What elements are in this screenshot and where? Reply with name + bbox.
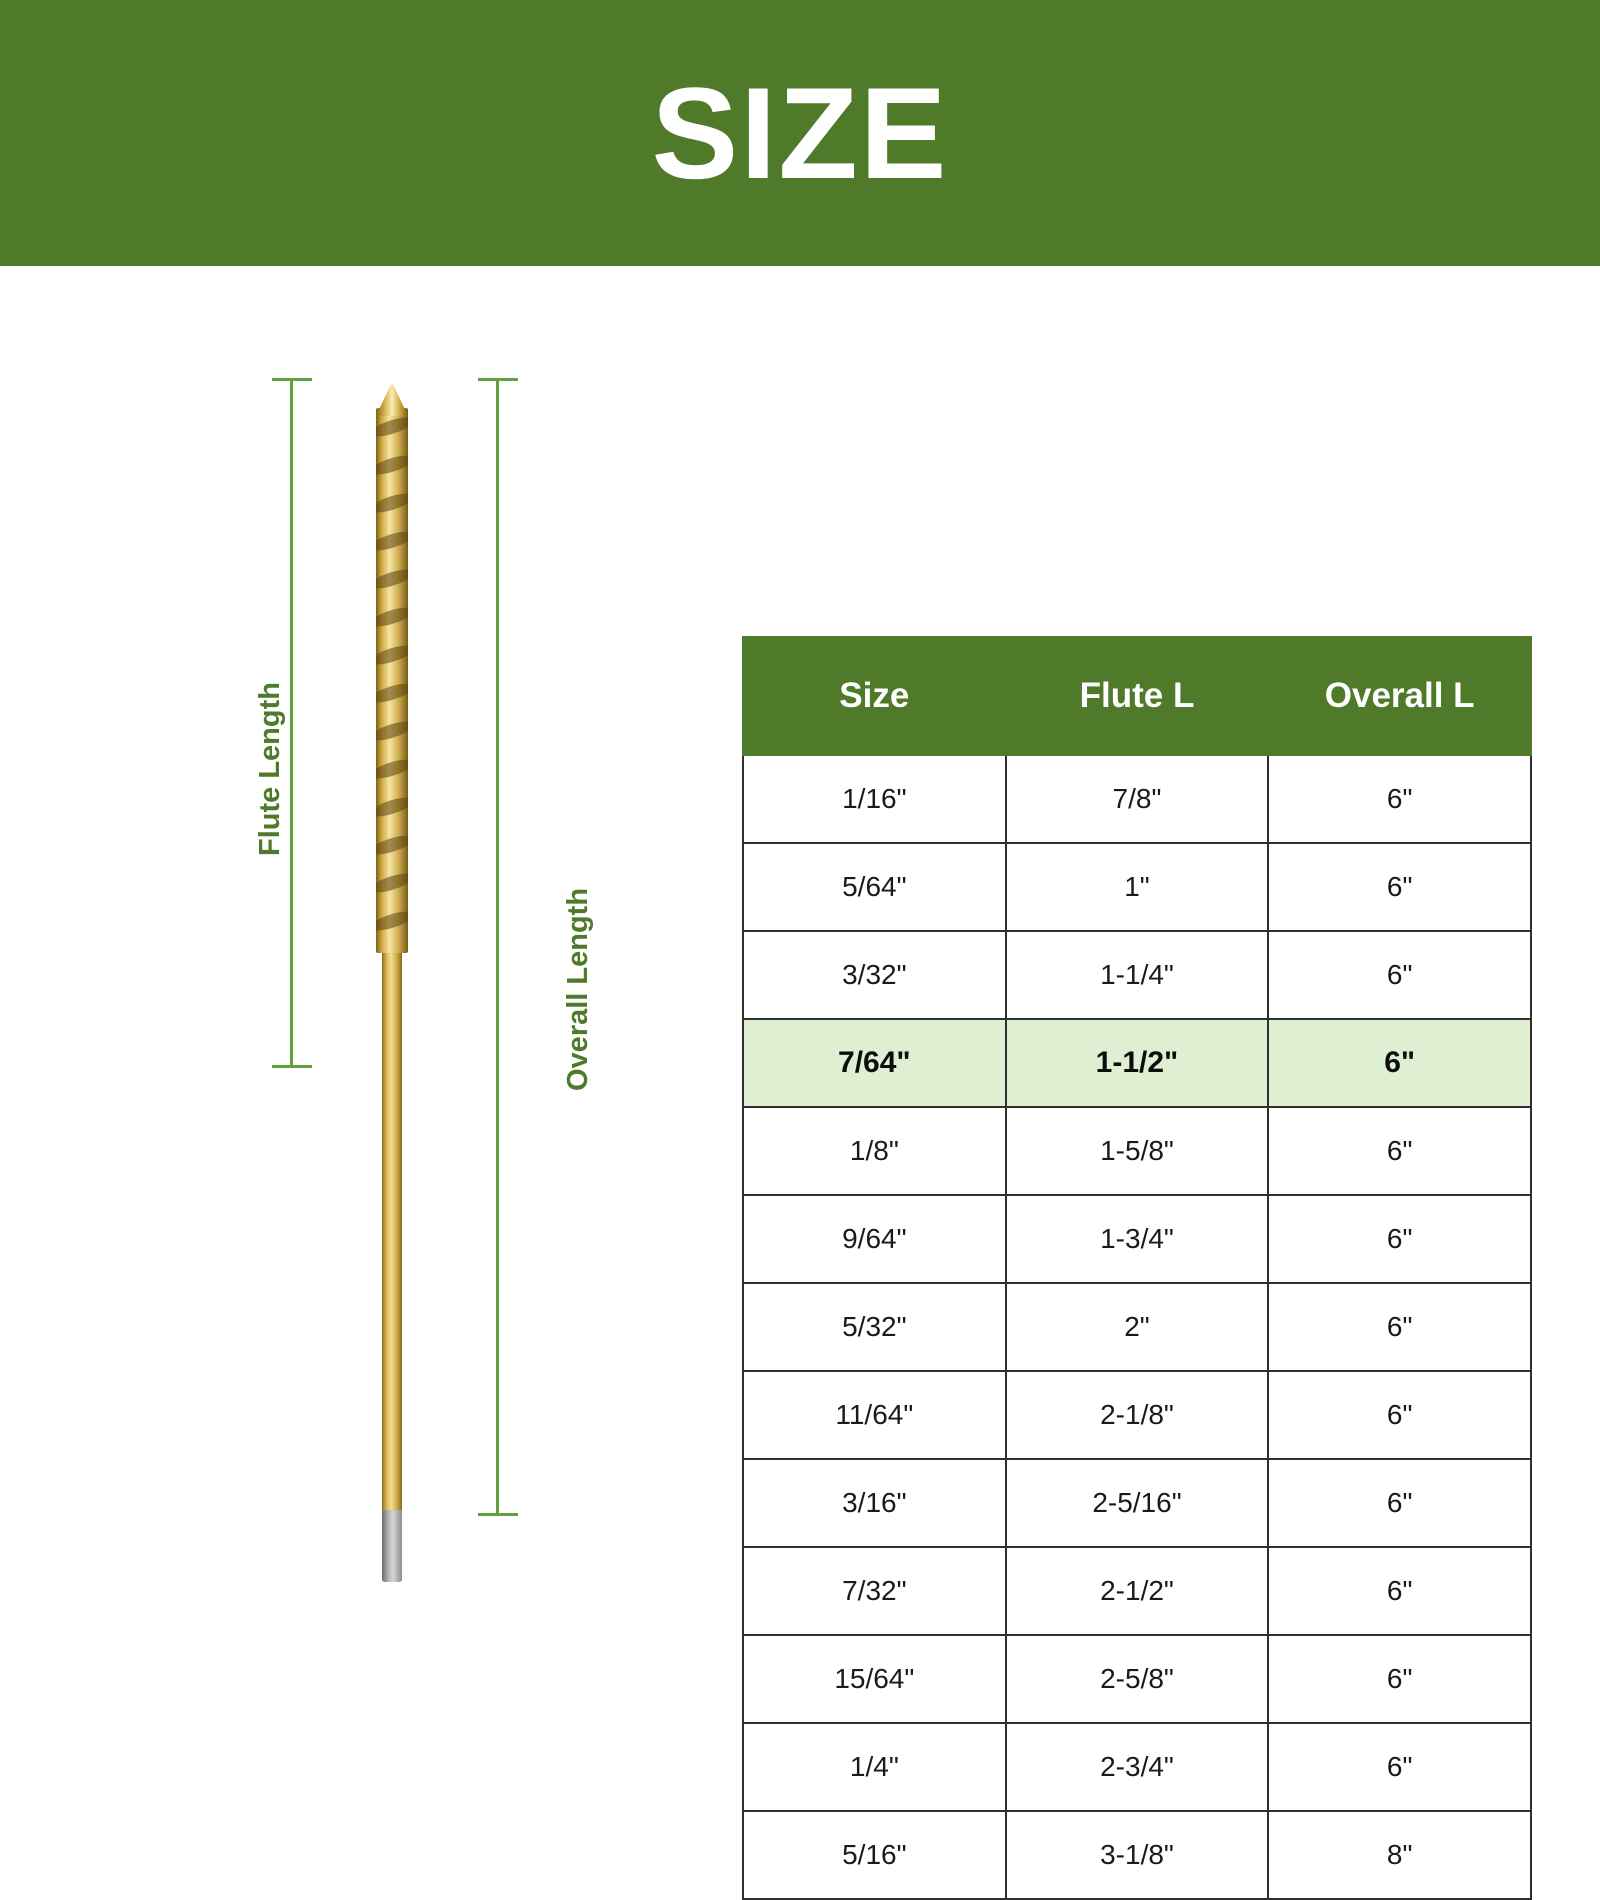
column-header-overall-length: Overall L [1268,637,1531,755]
cell-overall: 6" [1268,1635,1531,1723]
column-header-size: Size [743,637,1006,755]
cell-size: 7/64" [743,1019,1006,1107]
cell-size: 7/32" [743,1547,1006,1635]
cell-overall: 6" [1268,1459,1531,1547]
size-table [742,636,1532,1900]
table-row [743,1811,1531,1899]
table-row [743,1723,1531,1811]
bit-shank [382,942,402,1582]
cell-overall: 6" [1268,1283,1531,1371]
bit-flute-twists [376,408,408,953]
cell-overall: 6" [1268,1723,1531,1811]
column-header-flute-length: Flute L [1006,637,1269,755]
size-table-wrapper [742,636,1532,1900]
cell-overall: 6" [1268,1107,1531,1195]
drill-bit-image [368,382,416,1582]
cell-flute: 2-5/16" [1006,1459,1269,1547]
cell-size: 9/64" [743,1195,1006,1283]
table-body [743,755,1531,1899]
cell-size: 5/32" [743,1283,1006,1371]
table-row [743,843,1531,931]
cell-overall: 6" [1268,1547,1531,1635]
cell-size: 1/16" [743,755,1006,843]
table-row [743,1635,1531,1723]
table-row [743,1195,1531,1283]
cell-flute: 7/8" [1006,755,1269,843]
cell-size: 3/16" [743,1459,1006,1547]
cell-flute: 1-1/2" [1006,1019,1269,1107]
table-row [743,1283,1531,1371]
flute-length-label: Flute Length [254,682,286,856]
table-row [743,1459,1531,1547]
cell-flute: 2-1/2" [1006,1547,1269,1635]
cell-overall: 6" [1268,1371,1531,1459]
bit-point-tip [376,382,408,416]
page-title: SIZE [651,60,949,206]
flute-dim-line [290,378,293,1068]
table-row [743,1107,1531,1195]
table-row [743,1371,1531,1459]
table-row-highlighted [743,1019,1531,1107]
cell-flute: 2-1/8" [1006,1371,1269,1459]
cell-size: 15/64" [743,1635,1006,1723]
cell-flute: 3-1/8" [1006,1811,1269,1899]
table-header-row [743,637,1531,755]
cell-flute: 2" [1006,1283,1269,1371]
cell-size: 11/64" [743,1371,1006,1459]
cell-flute: 1-1/4" [1006,931,1269,1019]
illustration-panel [0,266,700,1600]
overall-dim-line [496,378,499,1516]
cell-overall: 6" [1268,1195,1531,1283]
overall-length-label: Overall Length [562,887,594,1091]
cell-overall: 6" [1268,843,1531,931]
cell-flute: 2-5/8" [1006,1635,1269,1723]
table-row [743,755,1531,843]
cell-size: 5/64" [743,843,1006,931]
overall-dim-bottom-cap [478,1513,518,1516]
table-row [743,1547,1531,1635]
cell-flute: 2-3/4" [1006,1723,1269,1811]
header-banner [0,0,1600,266]
cell-flute: 1-3/4" [1006,1195,1269,1283]
cell-size: 1/4" [743,1723,1006,1811]
flute-dim-bottom-cap [272,1065,312,1068]
cell-size: 5/16" [743,1811,1006,1899]
cell-flute: 1-5/8" [1006,1107,1269,1195]
bit-shank-end [382,1510,402,1582]
cell-overall: 6" [1268,755,1531,843]
cell-overall: 6" [1268,931,1531,1019]
table-row [743,931,1531,1019]
cell-overall: 8" [1268,1811,1531,1899]
cell-size: 1/8" [743,1107,1006,1195]
cell-size: 3/32" [743,931,1006,1019]
cell-overall: 6" [1268,1019,1531,1107]
cell-flute: 1" [1006,843,1269,931]
